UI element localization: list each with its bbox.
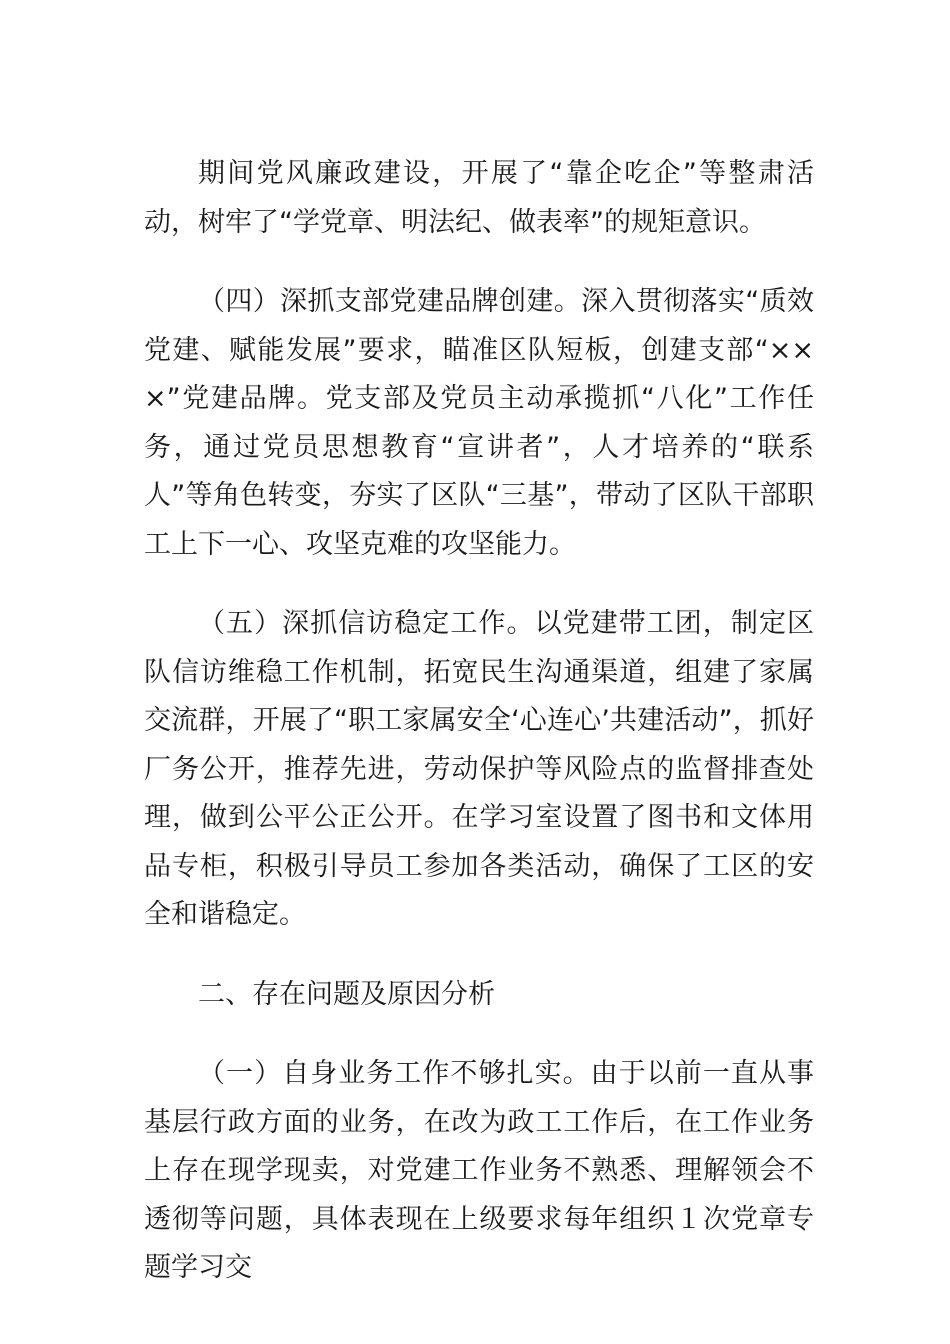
paragraph-party-conduct: 期间党风廉政建设，开展了“靠企吃企”等整肃活动，树牢了“学党章、明法纪、做表率”的规矩意识。: [144, 158, 814, 238]
paragraph-spacer: [144, 1019, 814, 1050]
paragraph-petition-stability: （五）深抓信访稳定工作。以党建带工团，制定区队信访维稳工作机制，拓宽民生沟通渠道，组建了家属交流群，开展了“职工家属安全‘心连心’共建活动”，抓好厂务公开，推荐先进，劳动保护等风险点的监督排查处理，做到公平公正公开。在学习室设置了图书和文体用品专柜，积极引导员工参加各类活动，确保了工区的安全和谐稳定。: [144, 608, 814, 930]
paragraph-spacer: [144, 247, 814, 278]
paragraph-spacer: [144, 940, 814, 971]
document-body: [144, 150, 814, 1293]
paragraph-branch-brand: （四）深抓支部党建品牌创建。深入贯彻落实“质效党建、赋能发展”要求，瞄准区队短板，创建支部“×××”党建品牌。党支部及党员主动承揽抓“八化”工作任务，通过党员思想教育“宣讲者”，人才培养的“联系人”等角色转变，夯实了区队“三基”，带动了区队干部职工上下一心、攻坚克难的攻坚能力。: [144, 286, 814, 560]
paragraph-spacer: [144, 569, 814, 600]
section-heading-problems: 二、存在问题及原因分析: [198, 978, 495, 1010]
paragraph-business-work: （一）自身业务工作不够扎实。由于以前一直从事基层行政方面的业务，在改为政工工作后，在工作业务上存在现学现卖，对党建工作业务不熟悉、理解领会不透彻等问题，具体表现在上级要求每年组织１次党章专题学习交: [144, 1058, 814, 1283]
